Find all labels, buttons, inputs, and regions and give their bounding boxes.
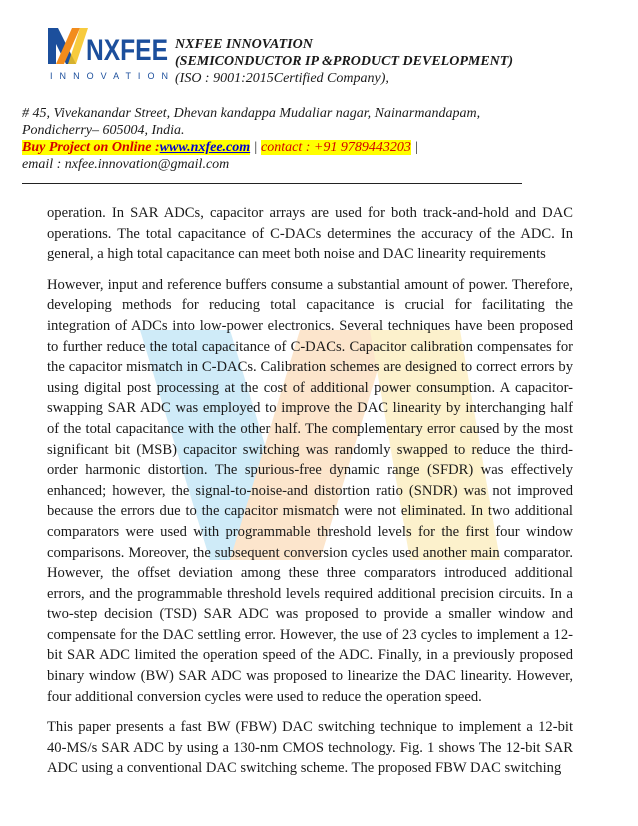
separator: | <box>250 140 262 155</box>
contact-line <box>22 139 480 156</box>
company-block <box>175 36 513 87</box>
separator: | <box>410 140 419 155</box>
company-name: NXFEE INNOVATION <box>175 37 313 52</box>
nxfee-logo <box>46 24 171 82</box>
paragraph: operation. In SAR ADCs, capacitor arrays are used for both track-and-hold and DAC operations. The total capacitance of C-DACs determines the accuracy of the ADC. In general, a high total capacitance can meet both noise and DAC linearity requirements <box>47 205 573 263</box>
paragraph: This paper presents a fast BW (FBW) DAC switching technique to implement a 12-bit 40-MS/s SAR ADC by using a 130-nm CMOS technology. Fig. 1 shows The 12-bit SAR ADC using a conventional DAC switching scheme. The proposed FBW DAC switching <box>47 719 573 777</box>
address-line-2: Pondicherry– 605004, India. <box>22 123 185 138</box>
body-text <box>47 203 573 789</box>
address-block <box>22 105 480 173</box>
website-link[interactable]: www.nxfee.com <box>159 140 251 155</box>
company-tagline: (SEMICONDUCTOR IP &PRODUCT DEVELOPMENT) <box>175 54 513 69</box>
letterhead <box>0 0 638 200</box>
certification: (ISO : 9001:2015Certified Company), <box>175 71 389 86</box>
email-line: email : nxfee.innovation@gmail.com <box>22 157 230 172</box>
paragraph: However, input and reference buffers consume a substantial amount of power. Therefore, developing methods for reducing total capacitance is crucial for facilitating the integration of ADCs into low-power electronics. Several techniques have been proposed to further reduce the total capacitance of C-DACs. Capacitor calibration compensates for the capacitor mismatch in C-DACs. Calibration schemes are designed to correct errors by using digital post processing at the cost of additional power consumption. A capacitor-swapping SAR ADC was employed to improve the DAC linearity by interchanging half of the total capacitance with the other half. The complementary error caused by the most significant bit (MSB) capacitor switching was randomly swapped to reduce the third-order harmonic distortion. The spurious-free dynamic range (SFDR) was effectively enhanced; however, the signal-to-noise-and distortion ratio (SNDR) was not improved because the errors due to the capacitor mismatch were not eliminated. In two additional comparators were used with programmable threshold levels for the first four window comparisons. Moreover, the subsequent conversion cycles used another main comparator. However, the offset deviation among these three comparators introduced additional errors, and the programmable threshold levels required additional precision circuits. In a two-step decision (TSD) SAR ADC was proposed to provide a smaller window and compensate for the DAC settling error. However, the use of 23 cycles to implement a 12-bit SAR ADC limited the operation speed of the ADC. Finally, in a previously proposed binary window (BW) SAR ADC was proposed to linearize the DAC linearity. However, four additional conversion cycles were used to reduce the operation speed. <box>47 276 573 705</box>
header-divider <box>22 183 522 184</box>
logo-wordmark: NXFEE <box>86 34 168 67</box>
contact-phone: contact : +91 9789443203 <box>261 140 411 155</box>
buy-label: Buy Project on Online :www.nxfee.com <box>22 140 251 155</box>
logo-subtext: I N N O V A T I O N <box>50 71 168 81</box>
address-line-1: # 45, Vivekanandar Street, Dhevan kandappa Mudaliar nagar, Nainarmandapam, <box>22 106 481 121</box>
